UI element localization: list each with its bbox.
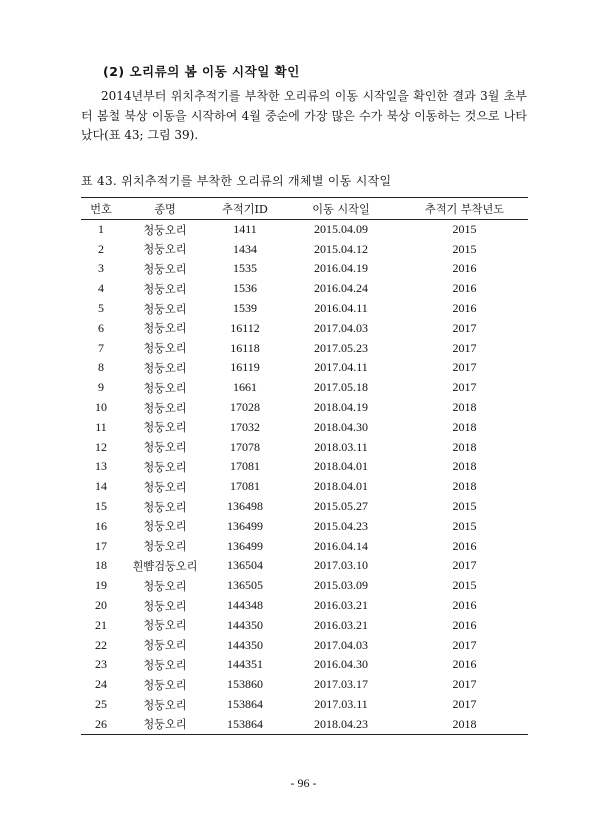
attach-year-cell: 2018	[452, 419, 477, 434]
tracker-id-cell: 1539	[233, 301, 257, 316]
table-row	[81, 417, 528, 437]
attach-year-cell: 2015	[452, 499, 477, 514]
attach-year-cell: 2015	[452, 578, 477, 593]
species-name-cell: 청둥오리	[143, 480, 187, 494]
species-name-cell: 청둥오리	[143, 322, 187, 336]
section-heading: (2) 오리류의 봄 이동 시작일 확인	[103, 64, 300, 79]
tracker-id-cell: 144348	[227, 598, 263, 613]
tracker-id-cell: 17081	[230, 479, 260, 494]
species-name-cell: 청둥오리	[143, 540, 187, 554]
table-row	[81, 556, 528, 576]
tracker-id-cell: 153864	[227, 697, 263, 712]
row-number-cell: 22	[95, 637, 107, 652]
attach-year-cell: 2018	[401, 714, 528, 734]
table-row	[81, 398, 528, 418]
start-date-cell: 2017.03.17	[314, 677, 368, 692]
start-date-cell: 2016.04.30	[314, 657, 368, 672]
attach-year-cell: 2017	[452, 558, 477, 573]
row-number-cell: 24	[95, 677, 107, 692]
species-name-cell: 청둥오리	[143, 619, 187, 633]
attach-year-cell: 2018	[452, 479, 477, 494]
tracker-id-cell: 144350	[227, 617, 263, 632]
table-row	[81, 497, 528, 517]
attach-year-cell: 2016	[452, 657, 477, 672]
start-date-cell: 2016.03.21	[314, 598, 368, 613]
table-row	[81, 239, 528, 259]
table-row	[81, 516, 528, 536]
row-number-cell: 17	[95, 538, 107, 553]
attach-year-cell: 2018	[452, 459, 477, 474]
start-date-cell: 2017.04.03	[314, 320, 368, 335]
attach-year-cell: 2018	[452, 439, 477, 454]
table-row	[81, 655, 528, 675]
species-name-cell: 흰뺨검둥오리	[132, 559, 198, 573]
attach-year-cell: 2015	[452, 241, 477, 256]
row-number-cell: 1	[98, 222, 104, 237]
row-number-cell: 19	[95, 578, 107, 593]
tracker-id-cell: 1411	[233, 222, 257, 237]
tracker-id-cell: 16119	[230, 360, 260, 375]
start-date-cell: 2016.04.11	[314, 301, 368, 316]
row-number-cell: 7	[98, 340, 104, 355]
start-date-cell: 2016.04.14	[314, 538, 368, 553]
species-name-cell: 청둥오리	[143, 658, 187, 672]
tracker-id-cell: 1536	[233, 281, 257, 296]
tracker-id-cell: 1661	[233, 380, 257, 395]
tracker-id-cell: 16118	[230, 340, 260, 355]
table-header-row	[81, 198, 528, 220]
row-number-cell: 6	[98, 320, 104, 335]
row-number-cell: 10	[95, 400, 107, 415]
table-row	[81, 437, 528, 457]
tracker-id-cell: 16112	[230, 320, 260, 335]
attach-year-cell: 2017	[452, 697, 477, 712]
attach-year-cell: 2016	[452, 281, 477, 296]
start-date-cell: 2017.03.11	[314, 697, 368, 712]
start-date-cell: 2018.04.23	[281, 714, 401, 734]
attach-year-cell: 2016	[452, 261, 477, 276]
start-date-cell: 2015.04.09	[314, 222, 368, 237]
table-row	[81, 477, 528, 497]
start-date-cell: 2016.04.24	[314, 281, 368, 296]
row-number-cell: 21	[95, 617, 107, 632]
start-date-cell: 2015.04.12	[314, 241, 368, 256]
attach-year-cell: 2017	[452, 340, 477, 355]
attach-year-cell: 2017	[452, 380, 477, 395]
row-number-cell: 2	[98, 241, 104, 256]
species-name-cell: 청둥오리	[143, 361, 187, 375]
table-row	[81, 259, 528, 279]
table-row	[81, 536, 528, 556]
table-row	[81, 299, 528, 319]
row-number-cell: 25	[95, 697, 107, 712]
species-name-cell: 청둥오리	[143, 579, 187, 593]
species-name-cell: 청둥오리	[143, 678, 187, 692]
attach-year-cell: 2016	[452, 301, 477, 316]
table-row	[81, 378, 528, 398]
start-date-cell: 2016.04.19	[314, 261, 368, 276]
table-row	[81, 615, 528, 635]
row-number-cell: 15	[95, 499, 107, 514]
tracker-id-cell: 153864	[209, 714, 281, 734]
species-name-cell: 청둥오리	[143, 401, 187, 415]
tracker-id-cell: 144351	[227, 657, 263, 672]
page-number: - 96 -	[290, 776, 317, 790]
body-paragraph: 2014년부터 위치추적기를 부착한 오리류의 이동 시작일을 확인한 결과 3월 초부터 봄철 북상 이동을 시작하여 4월 중순에 가장 많은 수가 북상 이동하는 것으로 나타났다(표 43; 그림 39).	[81, 89, 527, 142]
species-name-cell: 청둥오리	[143, 421, 187, 435]
attach-year-cell: 2017	[452, 360, 477, 375]
attach-year-cell: 2017	[452, 637, 477, 652]
row-number-cell: 12	[95, 439, 107, 454]
start-date-cell: 2018.04.01	[314, 459, 368, 474]
row-number-cell: 23	[95, 657, 107, 672]
start-date-cell: 2017.04.11	[314, 360, 368, 375]
attach-year-cell: 2016	[452, 617, 477, 632]
row-number-cell: 4	[98, 281, 104, 296]
start-date-cell: 2018.04.01	[314, 479, 368, 494]
species-name-cell: 청둥오리	[121, 714, 209, 734]
header-attach-year: 추적기 부착년도	[401, 198, 528, 220]
attach-year-cell: 2016	[452, 538, 477, 553]
start-date-cell: 2017.05.18	[314, 380, 368, 395]
header-number: 번호	[81, 198, 121, 220]
attach-year-cell: 2016	[452, 598, 477, 613]
start-date-cell: 2017.04.03	[314, 637, 368, 652]
start-date-cell: 2018.04.30	[314, 419, 368, 434]
start-date-cell: 2015.03.09	[314, 578, 368, 593]
start-date-cell: 2018.04.19	[314, 400, 368, 415]
species-name-cell: 청둥오리	[143, 342, 187, 356]
row-number-cell: 26	[81, 714, 121, 734]
tracker-id-cell: 1535	[233, 261, 257, 276]
row-number-cell: 11	[95, 419, 107, 434]
start-date-cell: 2017.03.10	[314, 558, 368, 573]
start-date-cell: 2017.05.23	[314, 340, 368, 355]
species-name-cell: 청둥오리	[143, 262, 187, 276]
tracker-id-cell: 17081	[230, 459, 260, 474]
table-row	[81, 358, 528, 378]
table-row	[81, 338, 528, 358]
table-row	[81, 457, 528, 477]
species-name-cell: 청둥오리	[143, 302, 187, 316]
row-number-cell: 18	[95, 558, 107, 573]
row-number-cell: 20	[95, 598, 107, 613]
species-name-cell: 청둥오리	[143, 460, 187, 474]
attach-year-cell: 2017	[452, 320, 477, 335]
table-row	[81, 714, 528, 734]
tracker-id-cell: 153860	[227, 677, 263, 692]
species-name-cell: 청둥오리	[143, 223, 187, 237]
start-date-cell: 2015.05.27	[314, 499, 368, 514]
attach-year-cell: 2018	[452, 400, 477, 415]
species-name-cell: 청둥오리	[143, 282, 187, 296]
species-name-cell: 청둥오리	[143, 500, 187, 514]
species-name-cell: 청둥오리	[143, 639, 187, 653]
row-number-cell: 8	[98, 360, 104, 375]
attach-year-cell: 2015	[452, 518, 477, 533]
tracker-id-cell: 144350	[227, 637, 263, 652]
row-number-cell: 3	[98, 261, 104, 276]
species-name-cell: 청둥오리	[143, 243, 187, 257]
table-row	[81, 596, 528, 616]
attach-year-cell: 2015	[452, 222, 477, 237]
tracker-id-cell: 136499	[227, 518, 263, 533]
attach-year-cell: 2017	[452, 677, 477, 692]
header-start-date: 이동 시작일	[281, 198, 401, 220]
tracker-id-cell: 136504	[227, 558, 263, 573]
row-number-cell: 14	[95, 479, 107, 494]
species-name-cell: 청둥오리	[143, 599, 187, 613]
table-row	[81, 695, 528, 715]
start-date-cell: 2015.04.23	[314, 518, 368, 533]
tracker-id-cell: 17028	[230, 400, 260, 415]
migration-start-table	[81, 197, 528, 735]
table-row	[81, 318, 528, 338]
species-name-cell: 청둥오리	[143, 441, 187, 455]
row-number-cell: 13	[95, 459, 107, 474]
table-row	[81, 675, 528, 695]
start-date-cell: 2018.03.11	[314, 439, 368, 454]
table-row	[81, 279, 528, 299]
row-number-cell: 16	[95, 518, 107, 533]
header-tracker-id: 추적기ID	[209, 198, 281, 220]
tracker-id-cell: 17032	[230, 419, 260, 434]
tracker-id-cell: 136498	[227, 499, 263, 514]
tracker-id-cell: 136505	[227, 578, 263, 593]
table-row	[81, 220, 528, 240]
header-species: 종명	[121, 198, 209, 220]
table-body	[81, 220, 528, 735]
tracker-id-cell: 17078	[230, 439, 260, 454]
row-number-cell: 5	[98, 301, 104, 316]
table-row	[81, 576, 528, 596]
tracker-id-cell: 1434	[233, 241, 257, 256]
species-name-cell: 청둥오리	[143, 698, 187, 712]
species-name-cell: 청둥오리	[143, 520, 187, 534]
table-caption: 표 43. 위치추적기를 부착한 오리류의 개체별 이동 시작일	[81, 174, 392, 188]
row-number-cell: 9	[98, 380, 104, 395]
start-date-cell: 2016.03.21	[314, 617, 368, 632]
tracker-id-cell: 136499	[227, 538, 263, 553]
table-row	[81, 635, 528, 655]
species-name-cell: 청둥오리	[143, 381, 187, 395]
